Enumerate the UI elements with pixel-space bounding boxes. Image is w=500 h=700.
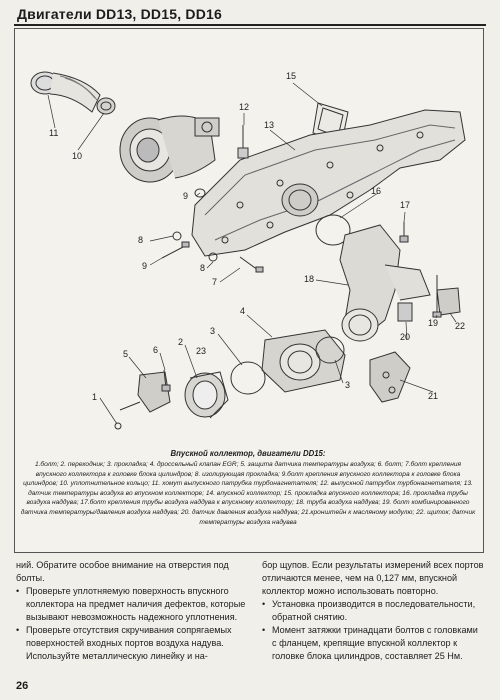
clamp-part [97,98,115,114]
bullet-glyph: • [262,625,266,635]
shield-part [437,288,460,315]
callout-14: 13 [264,120,275,130]
callout-11: 10 [72,151,83,161]
callout-3b: 3 [345,380,351,390]
bullet-glyph: • [16,586,20,596]
text-column-right [262,559,484,663]
callout-13: 12 [239,102,250,112]
intake-manifold-part [192,110,465,256]
right-bullet-2: • Момент затяжки тринадцати болтов с головками с фланцем, крепящие впускной коллектор к головке блока цилиндров, составляет 25 Нм. [262,625,478,661]
egr-throttle-valve-part [262,330,345,392]
left-bullet-2: • Проверьте отсутствия скручивания сопрягаемых поверхностей входных портов воздуха надува. Используйте металлическую линейку и на- [16,625,232,661]
air-temp-sensor-part [238,125,248,158]
callout-12: 11 [49,128,59,138]
bolt-1-part [115,402,140,429]
callout-8a: 8 [138,235,144,245]
figure-caption-text: 1.болт; 2. переходник; 3. прокладка; 4. дроссельный клапан EGR; 5. защита датчика температуры воздуха; 6. болт; 7.болт крепления впускного коллектора к головке блока цилиндров; 8. изолирующая прокладка; 9.болт крепления впускного коллектора к головке блока цилиндров; 10. уплотнительное кольцо; 11. хомут выпускного патрубка турбонагнетателя; 12. выпускной патрубок турбонагнетателя; 13. датчик температуры воздуха во впускном коллекторе; 14. впускной коллектор; 15. прокладка впускного коллектора; 16. прокладка трубы воздуха наддува; 17.болт крепления трубы воздуха наддува к впускному коллектору; 18. труба воздуха наддува; 19. болт комбинированного датчика температуры/давления воздуха наддува; 20. датчик давления воздуха наддува; 21.кронштейн к масляному модулю; 22. щиток; датчик температуры воздуха надувва [20,461,476,526]
right-intro-paragraph: бор щупов. Если результаты измерений всех портов отличаются менее, чем на 0,127 мм, впускной коллектор можно использовать повторно. [262,560,484,596]
bullet-glyph: • [16,625,20,635]
callout-9: 9 [142,261,148,271]
callout-22: 22 [455,321,466,331]
callout-5: 5 [123,349,129,359]
charge-air-pipe-part [340,225,430,341]
callout-7: 7 [212,277,218,287]
adapter-part [185,372,228,418]
callout-21: 21 [428,391,439,401]
page-header-title: Двигатели DD13, DD15, DD16 [17,6,222,22]
gasket-3a-part [231,362,265,394]
insulating-gasket-8a-part [173,232,181,240]
callout-4: 4 [240,306,246,316]
text-column-left [16,559,251,663]
callout-17: 17 [400,200,411,210]
callout-8b: 8 [200,263,206,273]
pressure-sensor-part [398,303,412,321]
bolt-9-part [162,242,189,258]
left-bullet-1: • Проверьте уплотняемую поверхность впускного коллектора на предмет наличия дефектов, которые вызывают невозможность надежного уплотнения. [16,586,246,622]
oil-module-bracket-part [370,352,410,402]
callout-16: 16 [371,186,382,196]
turbo-outlet-pipe-part [31,72,100,112]
callout-15: 15 [286,71,297,81]
bolt-7-part [240,257,263,272]
bolt-17-part [400,222,408,242]
callout-20: 20 [400,332,411,342]
bullet-glyph: • [262,599,266,609]
callout-2: 2 [178,337,184,347]
left-intro-paragraph: ний. Обратите особое внимание на отверстия под болты. [16,560,229,583]
turbocharger-part [120,116,219,182]
callout-19: 19 [428,318,439,328]
callout-6: 6 [153,345,159,355]
figure-caption-title: Впускной коллектор, двигатели DD15: [170,449,326,458]
right-bullet-1: • Установка производится в последовательности, обратной снятию. [262,599,476,622]
callout-3a: 3 [210,326,216,336]
page-number: 26 [16,680,29,692]
callout-1: 1 [92,392,98,402]
callout-10: 9 [183,191,189,201]
callout-18: 18 [304,274,315,284]
callout-23: 23 [196,346,207,356]
